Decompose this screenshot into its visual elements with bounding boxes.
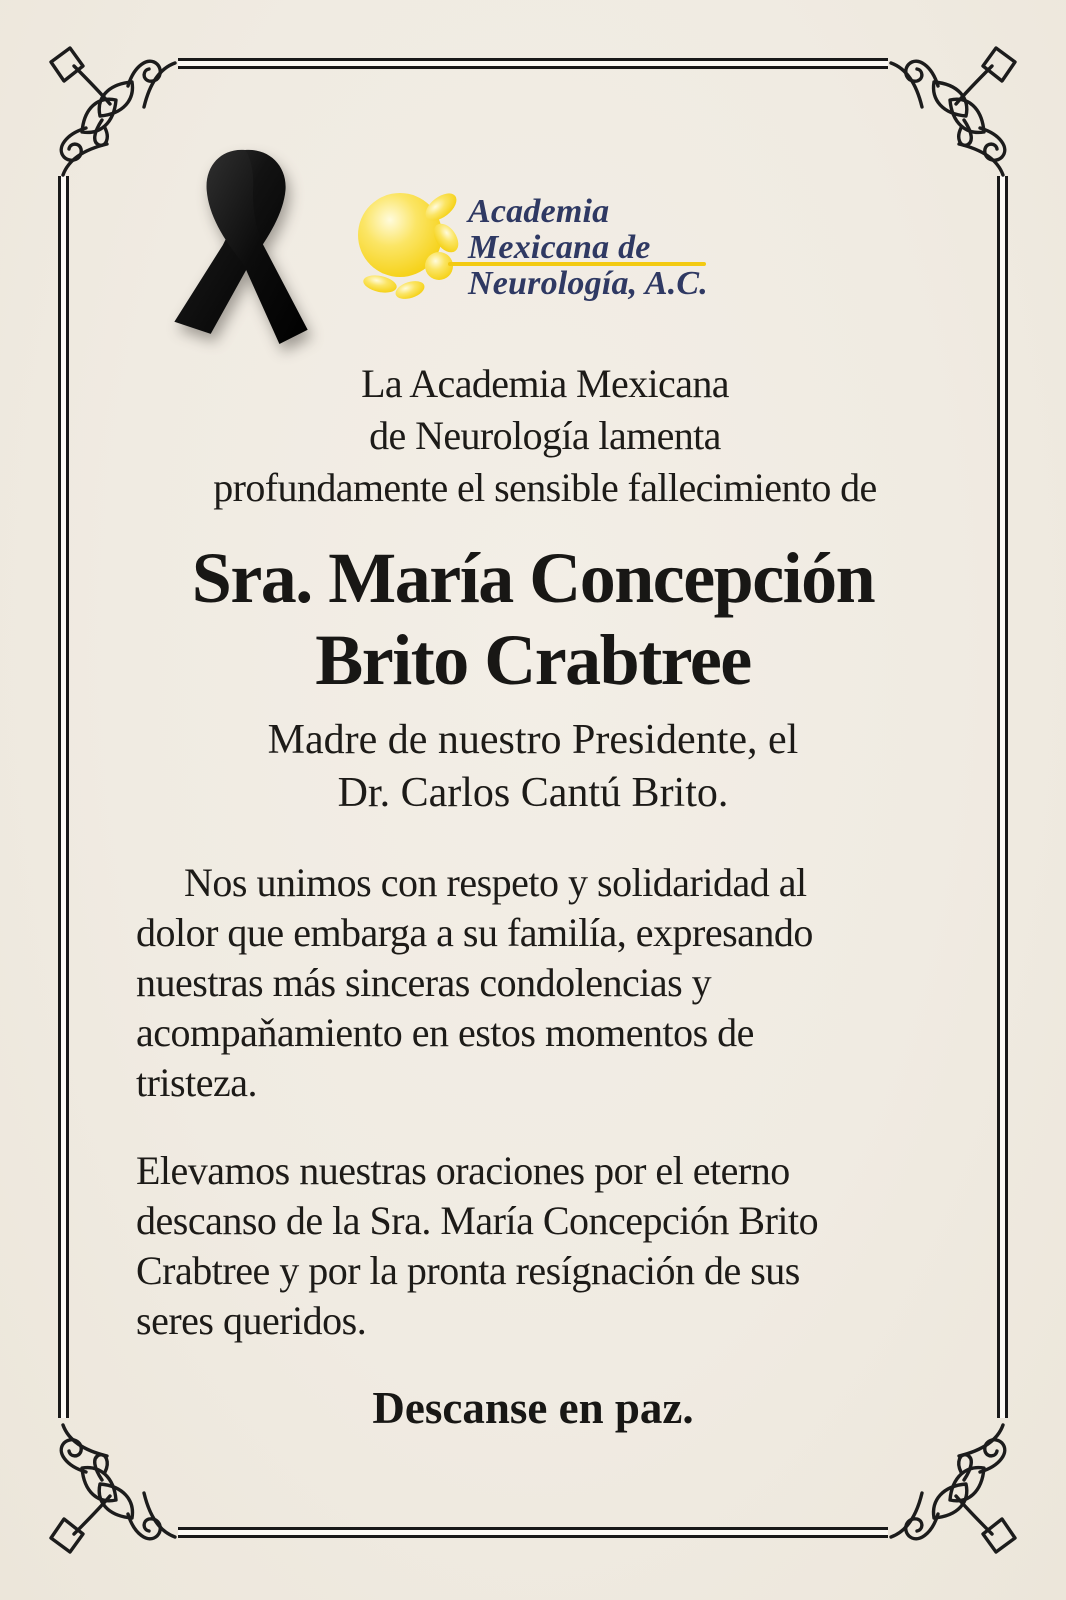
paragraph-line: Elevamos nuestras oraciones por el eterno <box>136 1148 790 1193</box>
logo-text-line: Mexicana de <box>468 229 651 266</box>
paragraph-line: tristeza. <box>136 1060 257 1105</box>
condolence-paragraph <box>136 858 996 1108</box>
intro-line: La Academia Mexicana <box>361 361 729 406</box>
neuron-sun-logo-icon <box>353 186 465 306</box>
academy-logo-name <box>468 194 708 302</box>
paragraph-line: acompaňamiento en estos momentos de <box>136 1010 754 1055</box>
closing-statement: Descanse en paz. <box>372 1383 694 1433</box>
deceased-name <box>0 537 1066 701</box>
paragraph-line: descanso de la Sra. María Concepción Brito <box>136 1198 819 1243</box>
deceased-relation <box>0 714 1066 820</box>
logo-text-line: Academia <box>468 193 610 230</box>
frame-line-top <box>178 58 888 69</box>
paragraph-line: seres queridos. <box>136 1298 367 1343</box>
relation-line: Madre de nuestro Presidente, el <box>267 717 799 763</box>
prayer-paragraph <box>136 1146 996 1346</box>
logo-text-line: Neurología, A.C. <box>468 265 708 302</box>
intro-line: de Neurología lamenta <box>369 413 721 458</box>
corner-flourish-icon <box>878 38 1028 188</box>
intro-statement <box>25 358 1065 514</box>
neuron-axon-hillock <box>425 252 453 280</box>
intro-line: profundamente el sensible fallecimiento de <box>213 465 877 510</box>
frame-line-bottom <box>178 1527 888 1538</box>
paragraph-line: Nos unimos con respeto y solidaridad al <box>184 860 807 905</box>
relation-line: Dr. Carlos Cantú Brito. <box>337 770 729 816</box>
paragraph-line: dolor que embarga a su familía, expresando <box>136 910 813 955</box>
deceased-name-line: Brito Crabtree <box>315 620 751 700</box>
deceased-name-line: Sra. María Concepción <box>191 538 875 618</box>
mourning-ribbon-icon <box>166 146 310 350</box>
paragraph-line: Crabtree y por la pronta resígnación de sus <box>136 1248 800 1293</box>
paragraph-line: nuestras más sinceras condolencias y <box>136 960 712 1005</box>
